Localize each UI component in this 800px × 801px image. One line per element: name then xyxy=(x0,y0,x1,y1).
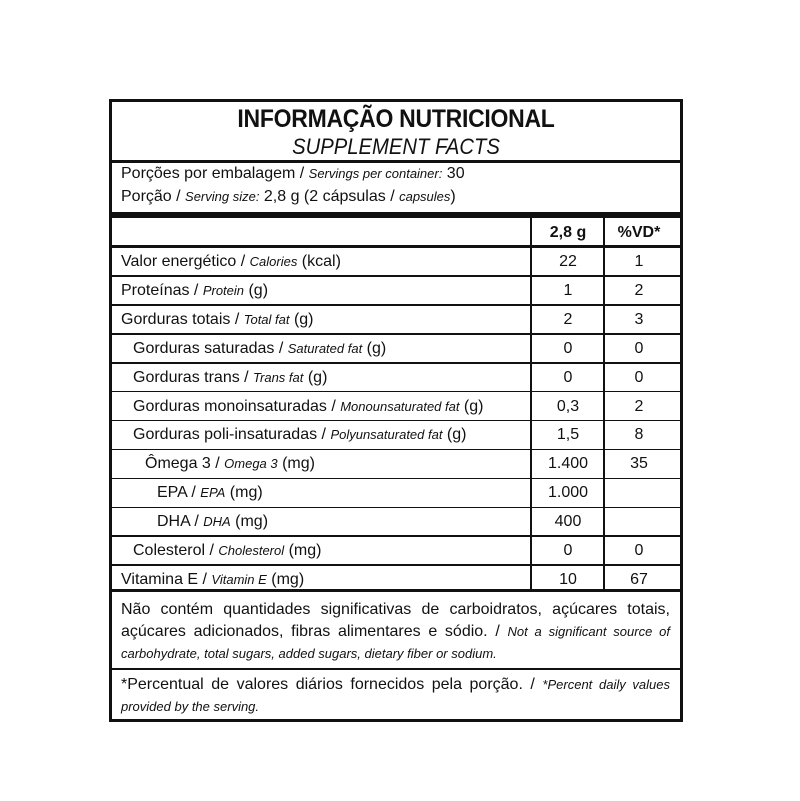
table-row xyxy=(112,393,680,421)
nutrient-name xyxy=(121,282,268,300)
nutrient-unit: (mg) xyxy=(225,484,263,502)
table-row xyxy=(112,306,680,334)
nutrient-daily-value: 2 xyxy=(634,397,644,415)
table-row xyxy=(112,335,680,363)
serving-size-value: 2,8 g (2 cápsulas / xyxy=(259,188,400,205)
nutrient-unit: (mg) xyxy=(266,570,305,588)
nutrient-amount: 22 xyxy=(559,253,577,270)
nutrient-amount: 1 xyxy=(563,281,573,299)
nutrient-amount: 10 xyxy=(559,570,577,588)
nutrient-unit: (kcal) xyxy=(297,253,341,270)
serving-size-en-unit: capsules xyxy=(399,189,451,204)
label-title: INFORMAÇÃO NUTRICIONAL xyxy=(237,105,555,133)
table-row xyxy=(112,508,680,536)
nutrient-unit: (mg) xyxy=(230,513,269,531)
nutrient-unit: (g) xyxy=(303,368,328,386)
nutrient-name-pt: DHA / xyxy=(157,513,204,531)
nutrient-daily-value: 2 xyxy=(634,281,644,299)
nutrition-facts-label xyxy=(109,99,683,722)
nutrient-amount: 1.000 xyxy=(547,484,589,502)
serving-size-pt-label: Porção / xyxy=(121,188,186,205)
nutrient-name-en: Total fat xyxy=(243,311,290,327)
servings-en-label: Servings per container: xyxy=(308,166,443,181)
nutrient-name-en: Polyunsaturated fat xyxy=(330,427,443,443)
column-header-dv: %VD* xyxy=(617,224,661,241)
table-row xyxy=(112,248,680,276)
nutrient-daily-value: 8 xyxy=(634,426,644,444)
nutrient-name xyxy=(133,369,327,387)
note-percent-daily xyxy=(121,674,670,718)
nutrient-name-pt: Colesterol / xyxy=(133,542,219,559)
nutrient-name-en: Cholesterol xyxy=(218,543,285,558)
table-row xyxy=(112,479,680,507)
nutrient-name-en: Protein xyxy=(202,282,245,298)
nutrient-daily-value: 67 xyxy=(630,570,648,588)
nutrient-name-en: Trans fat xyxy=(253,369,304,385)
table-row xyxy=(112,421,680,449)
nutrient-unit: (mg) xyxy=(284,542,322,559)
nutrient-name-pt: EPA / xyxy=(157,484,201,502)
nutrient-name xyxy=(121,253,341,271)
nutrient-amount: 1,5 xyxy=(556,426,580,444)
servings-pt-label: Porções por embalagem / xyxy=(121,165,309,182)
nutrient-amount: 400 xyxy=(554,513,582,531)
column-header-amount: 2,8 g xyxy=(549,224,587,241)
nutrient-unit: (mg) xyxy=(277,455,315,473)
nutrient-unit: (g) xyxy=(442,426,467,444)
nutrient-unit: (g) xyxy=(244,281,269,299)
nutrient-name xyxy=(133,426,466,444)
nutrient-amount: 1.400 xyxy=(547,455,589,473)
nutrient-daily-value: 0 xyxy=(634,542,644,559)
label-subtitle: SUPPLEMENT FACTS xyxy=(292,134,500,159)
divider-title xyxy=(112,160,680,163)
serving-size-close: ) xyxy=(450,188,456,205)
nutrient-name xyxy=(133,542,321,560)
column-divider-amount xyxy=(530,218,532,589)
nutrient-daily-value: 0 xyxy=(634,339,644,357)
serving-size xyxy=(121,188,456,206)
nutrient-name-pt: Valor energético / xyxy=(121,253,250,270)
note-not-significant-pt: Não contém quantidades significativas de carboidratos, açúcares totais, açúcares adicionados, fibras alimentares e sódio. / xyxy=(121,601,670,640)
nutrient-name-pt: Vitamina E / xyxy=(121,570,212,588)
nutrient-amount: 0,3 xyxy=(556,397,580,415)
nutrient-name-en: DHA xyxy=(203,514,231,530)
nutrient-unit: (g) xyxy=(289,310,314,328)
nutrient-daily-value: 3 xyxy=(634,310,644,328)
nutrient-name-en: Calories xyxy=(249,254,298,269)
nutrient-name xyxy=(121,571,304,589)
nutrient-daily-value: 35 xyxy=(630,455,648,473)
nutrient-name-en: EPA xyxy=(200,485,226,501)
nutrient-amount: 0 xyxy=(563,368,573,386)
nutrient-amount: 0 xyxy=(563,339,573,357)
nutrient-name xyxy=(121,311,314,329)
note-percent-daily-en: *Percent daily values provided by the serving. xyxy=(121,677,671,714)
table-row xyxy=(112,450,680,478)
nutrient-name-en: Omega 3 xyxy=(224,456,278,472)
nutrient-name xyxy=(145,455,315,473)
nutrient-daily-value: 0 xyxy=(634,368,644,386)
nutrient-name-pt: Proteínas / xyxy=(121,281,203,299)
nutrient-name xyxy=(157,484,263,502)
servings-per-container xyxy=(121,165,465,183)
nutrient-name-pt: Gorduras poli-insaturadas / xyxy=(133,426,331,444)
nutrient-name xyxy=(157,513,268,531)
nutrient-daily-value: 1 xyxy=(634,253,644,270)
nutrient-name xyxy=(133,340,386,358)
divider-thick xyxy=(112,212,680,218)
note-percent-daily-pt: *Percentual de valores diários fornecidos pela porção. / xyxy=(121,676,543,693)
serving-size-en-label: Serving size: xyxy=(185,189,260,204)
nutrient-name-pt: Gorduras totais / xyxy=(121,310,244,328)
nutrient-amount: 0 xyxy=(563,542,573,559)
nutrient-name-pt: Gorduras saturadas / xyxy=(133,339,288,357)
table-row xyxy=(112,364,680,392)
nutrient-unit: (g) xyxy=(362,339,387,357)
note-not-significant xyxy=(121,599,670,665)
nutrient-name-pt: Ômega 3 / xyxy=(145,455,225,473)
note-not-significant-en: Not a significant source of carbohydrate, total sugars, added sugars, dietary fiber or sodium. xyxy=(121,624,671,661)
servings-value: 30 xyxy=(442,165,465,182)
nutrient-name-en: Monounsaturated fat xyxy=(340,398,460,414)
nutrient-name-en: Vitamin E xyxy=(211,571,267,587)
divider-notes xyxy=(112,668,680,670)
nutrient-name-en: Saturated fat xyxy=(287,340,363,356)
table-row xyxy=(112,537,680,565)
nutrient-unit: (g) xyxy=(459,397,484,415)
nutrient-amount: 2 xyxy=(563,310,573,328)
column-divider-dv xyxy=(603,218,605,589)
divider-table-bottom xyxy=(112,589,680,592)
nutrient-name xyxy=(133,398,483,416)
table-row xyxy=(112,277,680,305)
nutrient-name-pt: Gorduras monoinsaturadas / xyxy=(133,397,341,415)
nutrient-name-pt: Gorduras trans / xyxy=(133,368,254,386)
